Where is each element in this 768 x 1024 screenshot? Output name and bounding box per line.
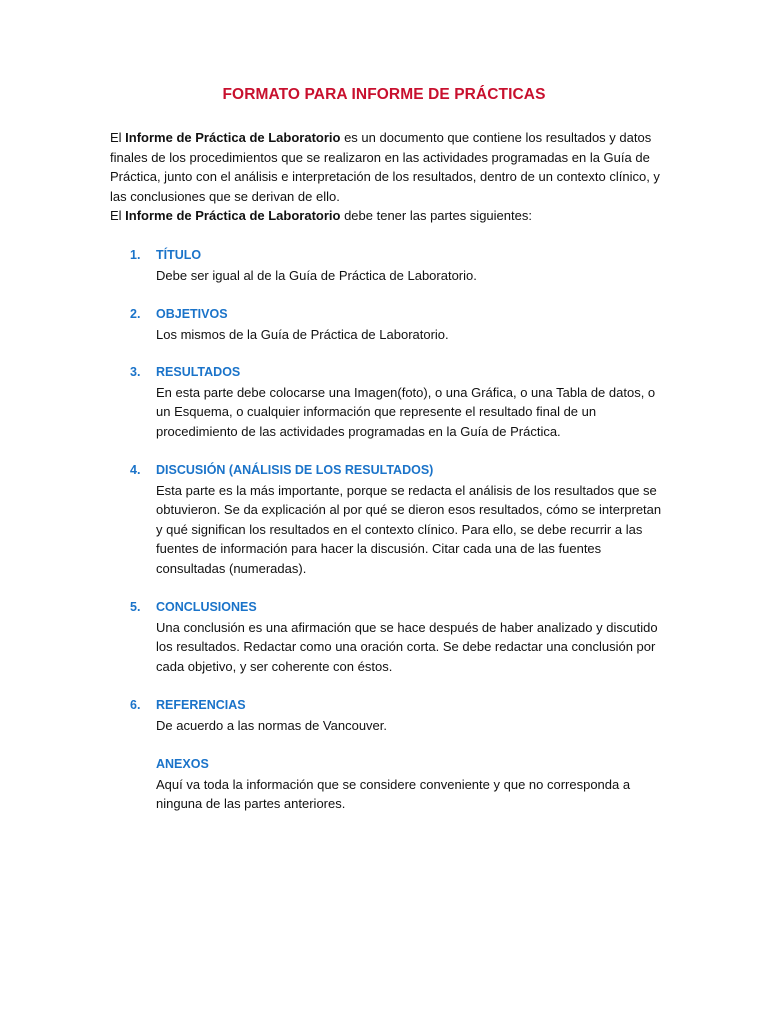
section-body: Esta parte es la más importante, porque se redacta el análisis de los resultados que se obtuvieron. Se da explicación al por qué se dieron esos resultados, cómo se interpretan y qué significan los resultados en el contexto clínico. Para ello, se debe recurrir a las fuentes de información para hacer la discusión. Citar cada una de las fuentes consultadas (numeradas).: [156, 482, 662, 576]
section-referencias: [130, 696, 670, 735]
section-conclusiones: [130, 598, 670, 676]
section-number: 5.: [130, 600, 141, 614]
section-heading-row: [130, 598, 670, 618]
section-heading-row: [130, 363, 670, 383]
intro: [110, 128, 670, 226]
intro-p2-prefix: El: [110, 208, 126, 224]
section-number: 4.: [130, 463, 141, 477]
section-heading-row: [130, 246, 670, 266]
section-number: 1.: [130, 248, 141, 262]
document-title: FORMATO PARA INFORME DE PRÁCTICAS: [222, 86, 546, 103]
section-titulo: [130, 246, 670, 285]
section-heading-row: [130, 696, 670, 716]
section-heading-row: [130, 461, 670, 481]
section-anexos: [130, 755, 670, 814]
section-heading: CONCLUSIONES: [156, 600, 257, 614]
section-heading-row: [130, 755, 670, 775]
section-number: 3.: [130, 365, 141, 379]
section-objetivos: [130, 305, 670, 344]
intro-p2-bold: Informe de Práctica de Laboratorio: [125, 208, 341, 224]
section-resultados: [130, 363, 670, 441]
intro-paragraph-2: [110, 206, 670, 226]
section-heading: RESULTADOS: [156, 365, 241, 379]
intro-p1-rest: es un documento que contiene los resultados y datos finales de los procedimientos que se realizaron en las actividades programadas en la Guía de Práctica, junto con el análisis e interpretación de los resultados, dentro de un contexto clínico, y las conclusiones que se derivan de ello.: [110, 130, 660, 204]
section-body: Aquí va toda la información que se considere conveniente y que no corresponda a ninguna de las partes anteriores.: [156, 776, 631, 812]
section-heading-row: [130, 305, 670, 325]
section-heading: DISCUSIÓN (ANÁLISIS DE LOS RESULTADOS): [156, 463, 434, 477]
section-body: De acuerdo a las normas de Vancouver.: [156, 717, 388, 733]
section-number: 2.: [130, 307, 141, 321]
intro-p2-rest: debe tener las partes siguientes:: [340, 208, 532, 224]
intro-p1-prefix: El: [110, 130, 126, 145]
section-number: 6.: [130, 698, 141, 712]
section-heading: REFERENCIAS: [156, 698, 246, 712]
section-heading: TÍTULO: [156, 248, 202, 262]
section-body: En esta parte debe colocarse una Imagen(foto), o una Gráfica, o una Tabla de datos, o un Esquema, o cualquier información que represente el resultado final de un procedimiento de las actividades programadas en la Guía de Práctica.: [156, 384, 656, 439]
section-body: Debe ser igual al de la Guía de Práctica de Laboratorio.: [156, 267, 477, 283]
section-heading: ANEXOS: [156, 757, 209, 771]
intro-paragraph-1: [110, 128, 670, 206]
section-body: Los mismos de la Guía de Práctica de Laboratorio.: [156, 326, 449, 342]
intro-p1-bold: Informe de Práctica de Laboratorio: [125, 130, 341, 145]
section-heading: OBJETIVOS: [156, 307, 228, 321]
section-body: Una conclusión es una afirmación que se hace después de haber analizado y discutido los resultados. Redactar como una oración corta. Se debe redactar una conclusión por cada objetivo, y ser coherente con éstos.: [156, 619, 658, 674]
section-discusion: [130, 461, 670, 579]
